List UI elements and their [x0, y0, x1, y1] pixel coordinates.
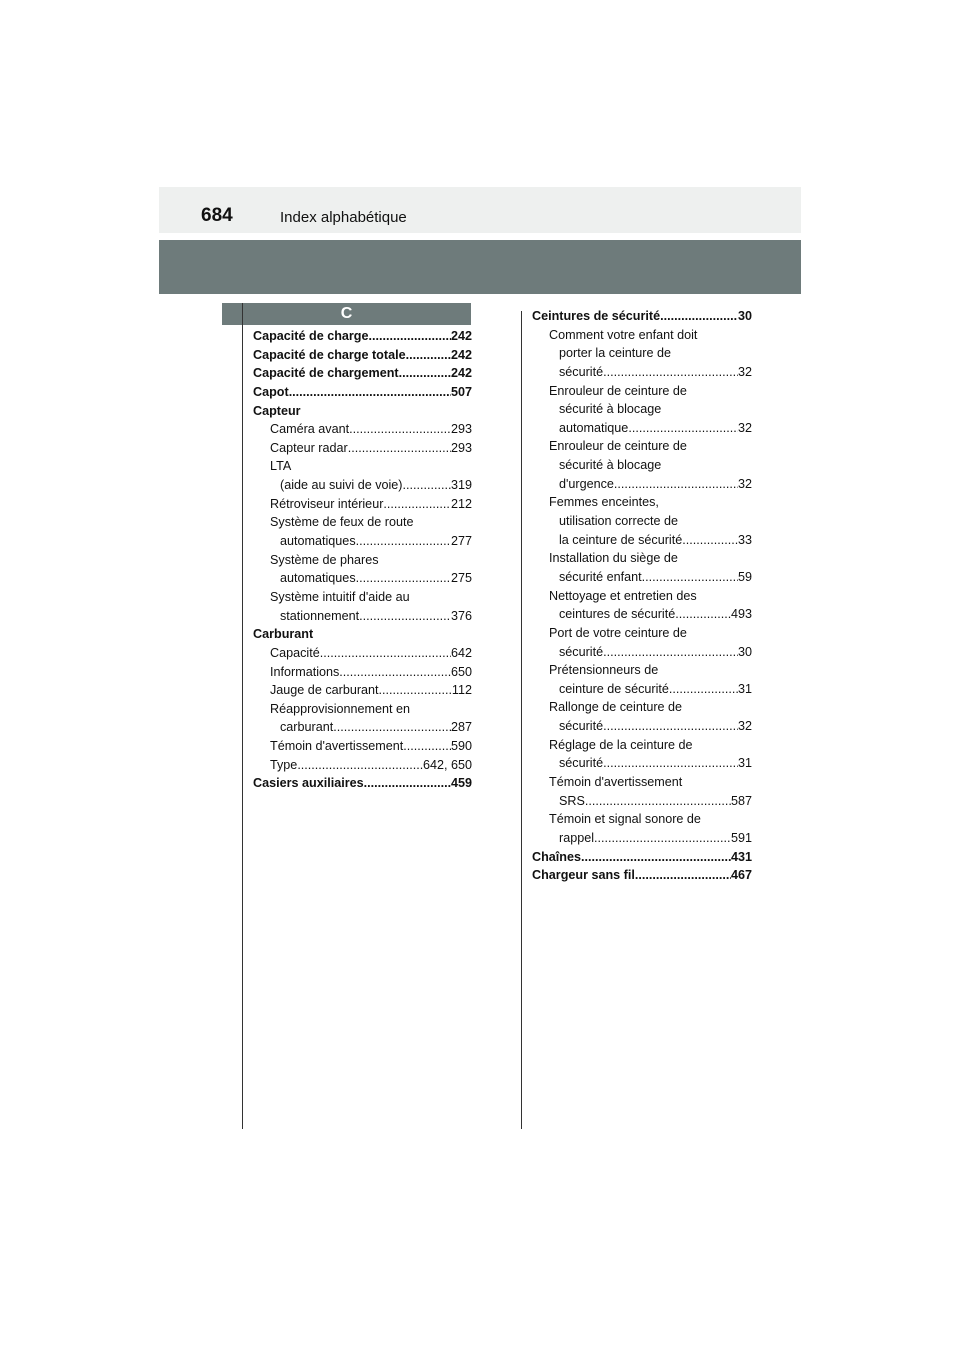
index-entry-page: 212: [450, 496, 472, 511]
index-entry-text: Capacité de charge totale: [253, 347, 406, 362]
dot-leader: [660, 307, 738, 326]
index-entry-text: Type: [270, 757, 298, 772]
index-entry: [532, 829, 752, 848]
dot-leader: [635, 866, 731, 885]
dot-leader: [364, 774, 451, 793]
index-entry: [253, 663, 472, 682]
index-entry: [532, 456, 752, 475]
index-entry: [532, 754, 752, 773]
index-entry: [253, 532, 472, 551]
dot-leader: [333, 718, 451, 737]
index-entry: [253, 364, 472, 383]
index-entry-page: 30: [737, 644, 752, 659]
dot-leader: [369, 327, 451, 346]
index-entry: [532, 493, 752, 512]
index-entry-page: 31: [737, 756, 752, 771]
index-entry-text: rappel: [559, 830, 595, 845]
index-entry-page: 242: [450, 366, 472, 381]
index-entry-text: Réglage de la ceinture de: [549, 737, 693, 752]
index-entry-text: Réapprovisionnement en: [270, 701, 411, 716]
index-entry: [253, 607, 472, 626]
dot-leader: [348, 439, 451, 458]
index-entry-text: Ceintures de sécurité: [532, 309, 661, 323]
index-entry: [253, 681, 472, 700]
index-entry-page: 590: [450, 739, 472, 754]
index-entry-text: Rallonge de ceinture de: [549, 700, 683, 715]
dot-leader: [603, 643, 738, 662]
index-entry-page: 642, 650: [422, 757, 472, 772]
dot-leader: [320, 644, 451, 663]
index-entry: [253, 383, 472, 402]
index-entry-page: 319: [450, 478, 472, 493]
index-entry: [532, 531, 752, 550]
dot-leader: [581, 848, 731, 867]
dot-leader: [399, 364, 451, 383]
index-entry-text: (aide au suivi de voie): [280, 478, 403, 493]
index-entry: [253, 569, 472, 588]
dot-leader: [289, 383, 451, 402]
index-entry-text: Port de votre ceinture de: [549, 625, 687, 640]
index-entry: [253, 513, 472, 532]
dot-leader: [603, 754, 738, 773]
index-entry-text: la ceinture de sécurité: [559, 532, 683, 547]
index-entry: [253, 625, 472, 644]
dot-leader: [356, 569, 451, 588]
dot-leader: [594, 829, 731, 848]
index-entry-text: Prétensionneurs de: [549, 663, 659, 678]
dot-leader: [682, 531, 738, 550]
index-entry-text: Capteur radar: [270, 440, 348, 455]
index-entry-text: LTA: [270, 459, 292, 474]
index-entry-text: Témoin et signal sonore de: [549, 812, 701, 827]
index-entry-text: Comment votre enfant doit: [549, 327, 698, 342]
index-entry-text: Capacité: [270, 645, 320, 660]
index-entry-text: sécurité à blocage: [559, 402, 662, 417]
index-entry: [253, 644, 472, 663]
dot-leader: [614, 475, 738, 494]
index-entry: [532, 736, 752, 755]
index-entry: [253, 756, 472, 775]
dot-leader: [356, 532, 451, 551]
page-number: 684: [201, 205, 233, 226]
index-entry-page: 242: [450, 329, 472, 343]
index-entry: [532, 568, 752, 587]
index-entry-text: ceintures de sécurité: [559, 607, 676, 622]
index-entry-text: Capot: [253, 384, 289, 399]
index-entry: [253, 588, 472, 607]
index-entry: [532, 773, 752, 792]
index-entry: [532, 326, 752, 345]
index-entry-page: 650: [450, 664, 472, 679]
index-entry-page: 376: [450, 608, 472, 623]
index-entry-page: 32: [737, 420, 752, 435]
index-entry: [532, 307, 752, 326]
index-entry: [253, 700, 472, 719]
index-entry-text: Enrouleur de ceinture de: [549, 439, 687, 454]
column-divider-right: [521, 311, 522, 1129]
index-entry-text: Système de feux de route: [270, 515, 414, 530]
index-entry: [532, 661, 752, 680]
index-entry-page: 507: [450, 384, 472, 399]
index-entry: [532, 680, 752, 699]
index-entry: [253, 402, 472, 421]
letter-heading: C: [222, 303, 471, 325]
dot-leader: [379, 681, 452, 700]
index-entry-text: automatiques: [280, 571, 356, 586]
column-divider-left: [242, 303, 243, 1129]
page-header: [159, 187, 801, 233]
index-entry: [532, 512, 752, 531]
index-entry-text: porter la ceinture de: [559, 346, 672, 361]
index-entry-text: Informations: [270, 664, 340, 679]
index-entry: [532, 792, 752, 811]
index-entry-text: Système de phares: [270, 552, 379, 567]
index-entry: [532, 624, 752, 643]
index-entry-text: Système intuitif d'aide au: [270, 589, 410, 604]
index-entry: [253, 327, 472, 346]
index-entry-text: Capteur: [253, 403, 301, 418]
index-entry-text: sécurité enfant: [559, 569, 642, 584]
index-entry-page: 493: [730, 607, 752, 622]
dot-leader: [628, 419, 738, 438]
index-entry: [253, 774, 472, 793]
index-entry-page: 32: [737, 719, 752, 734]
index-entry-text: Chargeur sans fil: [532, 868, 635, 883]
index-entry: [253, 346, 472, 365]
dot-leader: [383, 495, 451, 514]
index-entry-text: Casiers auxiliaires: [253, 776, 364, 791]
index-entry-text: automatiques: [280, 534, 356, 549]
index-entry-text: Capacité de charge: [253, 329, 369, 343]
index-entry-text: Jauge de carburant: [270, 683, 379, 698]
index-entry-page: 242: [450, 347, 472, 362]
index-entry-text: SRS: [559, 793, 585, 808]
index-entry: [253, 439, 472, 458]
index-entry-page: 591: [730, 830, 752, 845]
index-entry: [532, 382, 752, 401]
index-entry-page: 587: [730, 793, 752, 808]
index-entry-page: 112: [451, 683, 472, 698]
index-entry-text: Témoin d'avertissement: [549, 775, 683, 790]
index-entry: [532, 419, 752, 438]
index-entry: [532, 643, 752, 662]
index-entry-text: d'urgence: [559, 476, 614, 491]
index-entry: [253, 551, 472, 570]
index-entry-text: sécurité: [559, 756, 604, 771]
index-entry-page: 277: [450, 534, 472, 549]
index-entry: [253, 420, 472, 439]
index-entry: [253, 737, 472, 756]
dot-leader: [339, 663, 451, 682]
index-entry-text: Femmes enceintes,: [549, 495, 659, 510]
dot-leader: [669, 680, 738, 699]
index-entry-text: Chaînes: [532, 849, 581, 864]
index-entry-text: Capacité de chargement: [253, 366, 399, 381]
index-entry-text: Enrouleur de ceinture de: [549, 383, 687, 398]
index-entry-page: 30: [737, 309, 752, 323]
index-entry: [253, 457, 472, 476]
index-entry-text: Carburant: [253, 627, 314, 642]
dot-leader: [297, 756, 423, 775]
index-entry: [532, 848, 752, 867]
index-column-right: [532, 307, 752, 885]
index-entry-page: 32: [737, 364, 752, 379]
index-entry: [532, 344, 752, 363]
dot-leader: [603, 717, 738, 736]
index-entry-page: 31: [737, 681, 752, 696]
index-entry: [532, 717, 752, 736]
index-entry-text: sécurité: [559, 719, 604, 734]
index-entry-text: sécurité à blocage: [559, 458, 662, 473]
index-entry: [532, 475, 752, 494]
index-entry-text: ceinture de sécurité: [559, 681, 669, 696]
index-entry-text: Installation du siège de: [549, 551, 678, 566]
dot-leader: [603, 363, 738, 382]
index-entry: [253, 718, 472, 737]
dot-leader: [406, 346, 451, 365]
dot-leader: [403, 737, 451, 756]
index-entry-text: stationnement: [280, 608, 360, 623]
index-entry-text: sécurité: [559, 644, 604, 659]
index-entry-page: 642: [450, 645, 472, 660]
index-entry-text: carburant: [280, 720, 334, 735]
index-entry-text: sécurité: [559, 364, 604, 379]
index-entry-text: automatique: [559, 420, 629, 435]
index-entry: [532, 437, 752, 456]
section-title: Index alphabétique: [280, 209, 407, 226]
index-entry-page: 287: [450, 720, 472, 735]
index-entry-page: 293: [450, 440, 472, 455]
dot-leader: [585, 792, 731, 811]
index-entry: [532, 605, 752, 624]
dot-leader: [359, 607, 451, 626]
index-entry: [532, 587, 752, 606]
index-entry-page: 59: [737, 569, 752, 584]
index-entry-page: 32: [737, 476, 752, 491]
dot-leader: [403, 476, 451, 495]
index-entry: [253, 495, 472, 514]
index-entry: [532, 866, 752, 885]
index-entry-text: Caméra avant: [270, 422, 350, 437]
index-entry-page: 467: [730, 868, 752, 883]
index-entry-text: Rétroviseur intérieur: [270, 496, 384, 511]
index-entry: [532, 549, 752, 568]
index-entry: [532, 400, 752, 419]
index-entry-text: Témoin d'avertissement: [270, 739, 404, 754]
index-entry: [532, 363, 752, 382]
index-entry-text: Nettoyage et entretien des: [549, 588, 697, 603]
dot-leader: [675, 605, 731, 624]
index-entry: [253, 476, 472, 495]
index-entry-page: 431: [730, 849, 752, 864]
index-entry-text: utilisation correcte de: [559, 514, 679, 529]
index-column-left: [253, 327, 472, 793]
index-entry-page: 33: [737, 532, 752, 547]
index-entry-page: 275: [450, 571, 472, 586]
header-band: [159, 240, 801, 294]
index-entry-page: 293: [450, 422, 472, 437]
index-entry: [532, 698, 752, 717]
index-entry-page: 459: [450, 776, 472, 791]
dot-leader: [349, 420, 451, 439]
index-entry: [532, 810, 752, 829]
dot-leader: [642, 568, 738, 587]
